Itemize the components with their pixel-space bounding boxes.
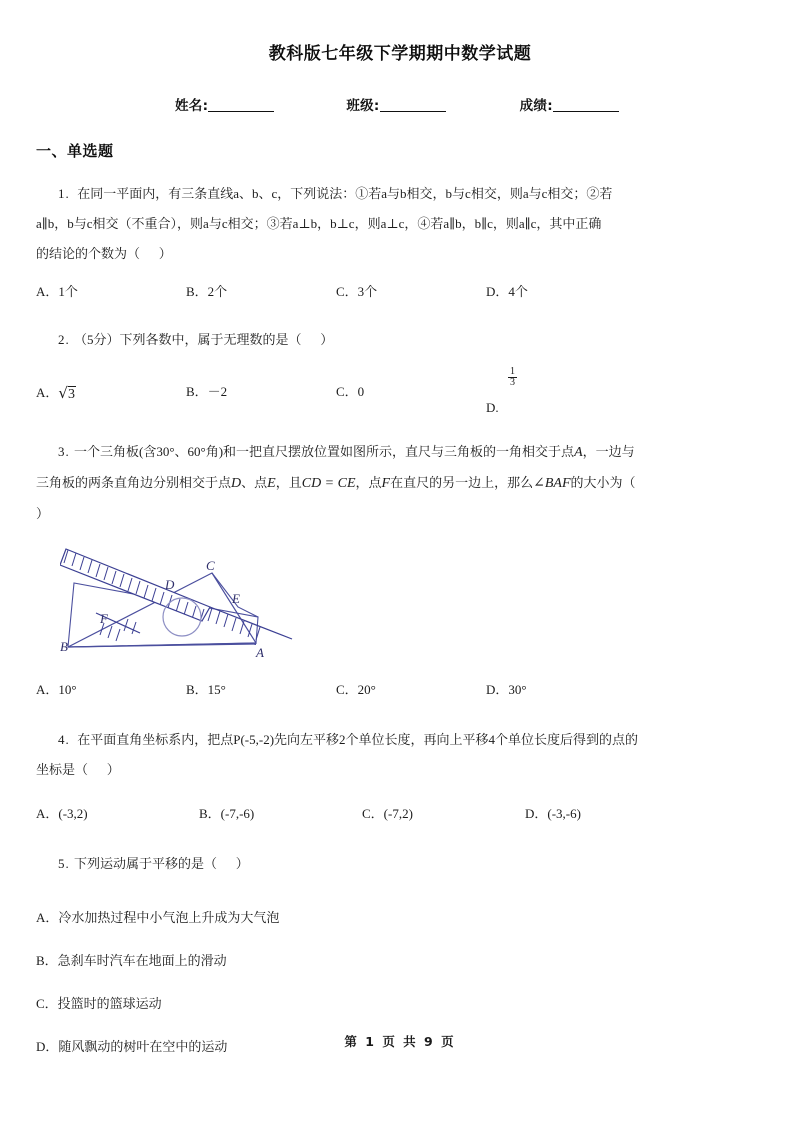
question-1-options xyxy=(0,281,800,303)
score-label: 成绩: xyxy=(519,98,553,115)
label-f: F xyxy=(100,611,108,627)
option-d-label: D. xyxy=(486,400,499,416)
option-d[interactable]: D．(-3,-6) xyxy=(525,806,581,822)
score-field xyxy=(520,94,619,114)
option-b[interactable]: B．(-7,-6) xyxy=(199,806,255,822)
option-b[interactable]: B．急刹车时汽车在地面上的滑动 xyxy=(36,953,227,969)
label-b: B xyxy=(60,639,68,655)
question-1-number: 1 xyxy=(58,186,66,202)
question-3-stem-line1 xyxy=(0,437,800,468)
question-3-stem-line2 xyxy=(0,468,800,499)
question-2-text: （5分）下列各数中，属于无理数的是（ xyxy=(74,332,302,348)
option-d[interactable] xyxy=(486,366,636,416)
option-a-label: A． xyxy=(36,385,59,401)
option-a[interactable]: A．1个 xyxy=(36,284,78,300)
page-title: 教科版七年级下学期期中数学试题 xyxy=(268,44,532,64)
option-a[interactable]: A．10° xyxy=(36,682,77,698)
question-3-line2-f: 的大小为（ xyxy=(570,475,636,491)
question-2-number: 2 xyxy=(58,332,66,348)
name-field xyxy=(175,94,274,114)
option-c[interactable]: C．20° xyxy=(336,682,376,698)
option-a[interactable]: A．(-3,2) xyxy=(36,806,88,822)
option-b[interactable]: B．－2 xyxy=(186,384,228,400)
option-c[interactable]: C．3个 xyxy=(336,284,378,300)
option-d[interactable]: D．4个 xyxy=(486,284,528,300)
question-1-stem xyxy=(0,179,800,209)
question-5-stem xyxy=(0,849,800,879)
question-3-line2-c: ，且 xyxy=(275,475,302,491)
question-4-options xyxy=(0,803,800,825)
question-2-close-paren: ） xyxy=(320,332,334,348)
question-3-equation-cd-ce: CD = CE xyxy=(301,476,356,492)
question-4-line2: 坐标是（ xyxy=(36,762,89,778)
question-3-figure xyxy=(0,543,800,663)
class-blank[interactable] xyxy=(380,98,446,112)
option-a[interactable] xyxy=(36,381,186,409)
option-d[interactable]: D．随风飘动的树叶在空中的运动 xyxy=(36,1039,228,1055)
question-3-stem-line3 xyxy=(0,499,800,529)
question-5 xyxy=(0,849,800,1055)
question-3-close-paren: ） xyxy=(36,506,50,522)
question-3-number: 3 xyxy=(58,444,66,460)
question-4-stem-line1 xyxy=(0,725,800,755)
option-a-radicand: 3 xyxy=(67,387,75,403)
question-5-answer-gap[interactable] xyxy=(217,856,236,871)
question-3-dot: . xyxy=(65,444,71,460)
question-4-dot: . xyxy=(65,732,71,748)
option-c[interactable]: C．投篮时的篮球运动 xyxy=(36,996,162,1012)
label-d: D xyxy=(165,577,175,593)
question-1-line1: 在同一平面内，有三条直线a、b、c，下列说法：①若a与b相交，b与c相交，则a与c相交；②若 xyxy=(77,186,613,202)
question-3-point-a: A xyxy=(574,445,583,461)
question-4-line1: 在平面直角坐标系内，把点P(-5,-2)先向左平移2个单位长度，再向上平移4个单位长度后得到的点的 xyxy=(77,732,639,748)
label-c: C xyxy=(206,558,215,574)
question-3-point-e: E xyxy=(267,476,276,492)
label-a: A xyxy=(256,645,264,661)
question-4-number: 4 xyxy=(58,732,66,748)
question-3-angle-baf: ∠BAF xyxy=(533,476,571,492)
ruler-triangle-diagram xyxy=(60,543,300,663)
set-square-triangle xyxy=(68,573,256,647)
name-label: 姓名: xyxy=(175,98,209,115)
question-2-options xyxy=(0,366,800,416)
option-c[interactable]: C．(-7,2) xyxy=(362,806,413,822)
question-2-answer-gap[interactable] xyxy=(302,332,321,347)
question-2-stem xyxy=(0,325,800,355)
question-3-point-d: D xyxy=(231,476,242,492)
question-3-line2-a: 三角板的两条直角边分别相交于点 xyxy=(36,475,232,491)
option-d[interactable]: D．30° xyxy=(486,682,527,698)
question-1-close-paren: ） xyxy=(158,246,172,262)
option-b[interactable]: B．15° xyxy=(186,682,226,698)
score-blank[interactable] xyxy=(553,98,619,112)
label-e: E xyxy=(232,591,240,607)
question-4-answer-gap[interactable] xyxy=(88,762,107,777)
question-2-dot: . xyxy=(65,332,71,348)
question-5-text: 下列运动属于平移的是（ xyxy=(74,856,218,872)
sqrt-icon: √3 xyxy=(58,384,75,403)
question-5-close-paren: ） xyxy=(235,856,249,872)
question-3-line2-e: 在直尺的另一边上，那么 xyxy=(390,475,534,491)
question-1-stem-line2 xyxy=(0,209,800,239)
question-3-line2-d: ，点 xyxy=(355,475,382,491)
question-2 xyxy=(0,325,800,416)
question-1-line2: a∥b，b与c相交（不重合），则a与c相交；③若a⊥b，b⊥c，则a⊥c，④若a∥b，b∥c，则a∥c，其中正确 xyxy=(36,216,602,232)
question-1-answer-gap[interactable] xyxy=(140,246,159,261)
question-3 xyxy=(0,437,800,701)
question-1 xyxy=(0,179,800,303)
question-3-line1-a: 一个三角板(含30°、60°角)和一把直尺摆放位置如图所示，直尺与三角板的一角相交于点 xyxy=(74,444,575,460)
option-a[interactable]: A．冷水加热过程中小气泡上升成为大气泡 xyxy=(36,910,280,926)
question-4 xyxy=(0,725,800,825)
question-1-stem-line3 xyxy=(0,239,800,269)
question-4-close-paren: ） xyxy=(106,762,120,778)
question-1-line3: 的结论的个数为（ xyxy=(36,246,141,262)
question-3-line1-b: ，一边与 xyxy=(582,444,635,460)
class-label: 班级: xyxy=(346,98,380,115)
question-3-line2-b: 、点 xyxy=(241,475,268,491)
question-3-point-f: F xyxy=(381,476,391,492)
name-blank[interactable] xyxy=(208,98,274,112)
question-4-stem-line2 xyxy=(0,755,800,785)
fraction-numerator: 1 xyxy=(510,366,515,378)
question-5-number: 5 xyxy=(58,856,66,872)
fraction-one-third xyxy=(508,367,517,388)
section-title: 一、单选题 xyxy=(36,142,114,161)
question-5-dot: . xyxy=(65,856,71,872)
question-1-dot: . xyxy=(65,186,71,202)
class-field xyxy=(346,94,445,114)
student-info-line xyxy=(0,94,800,114)
page-footer: 第 1 页 共 9 页 xyxy=(344,1034,456,1049)
option-c[interactable]: C．0 xyxy=(336,384,365,400)
option-b[interactable]: B．2个 xyxy=(186,284,228,300)
question-3-options xyxy=(0,679,800,701)
fraction-denominator: 3 xyxy=(510,377,515,389)
